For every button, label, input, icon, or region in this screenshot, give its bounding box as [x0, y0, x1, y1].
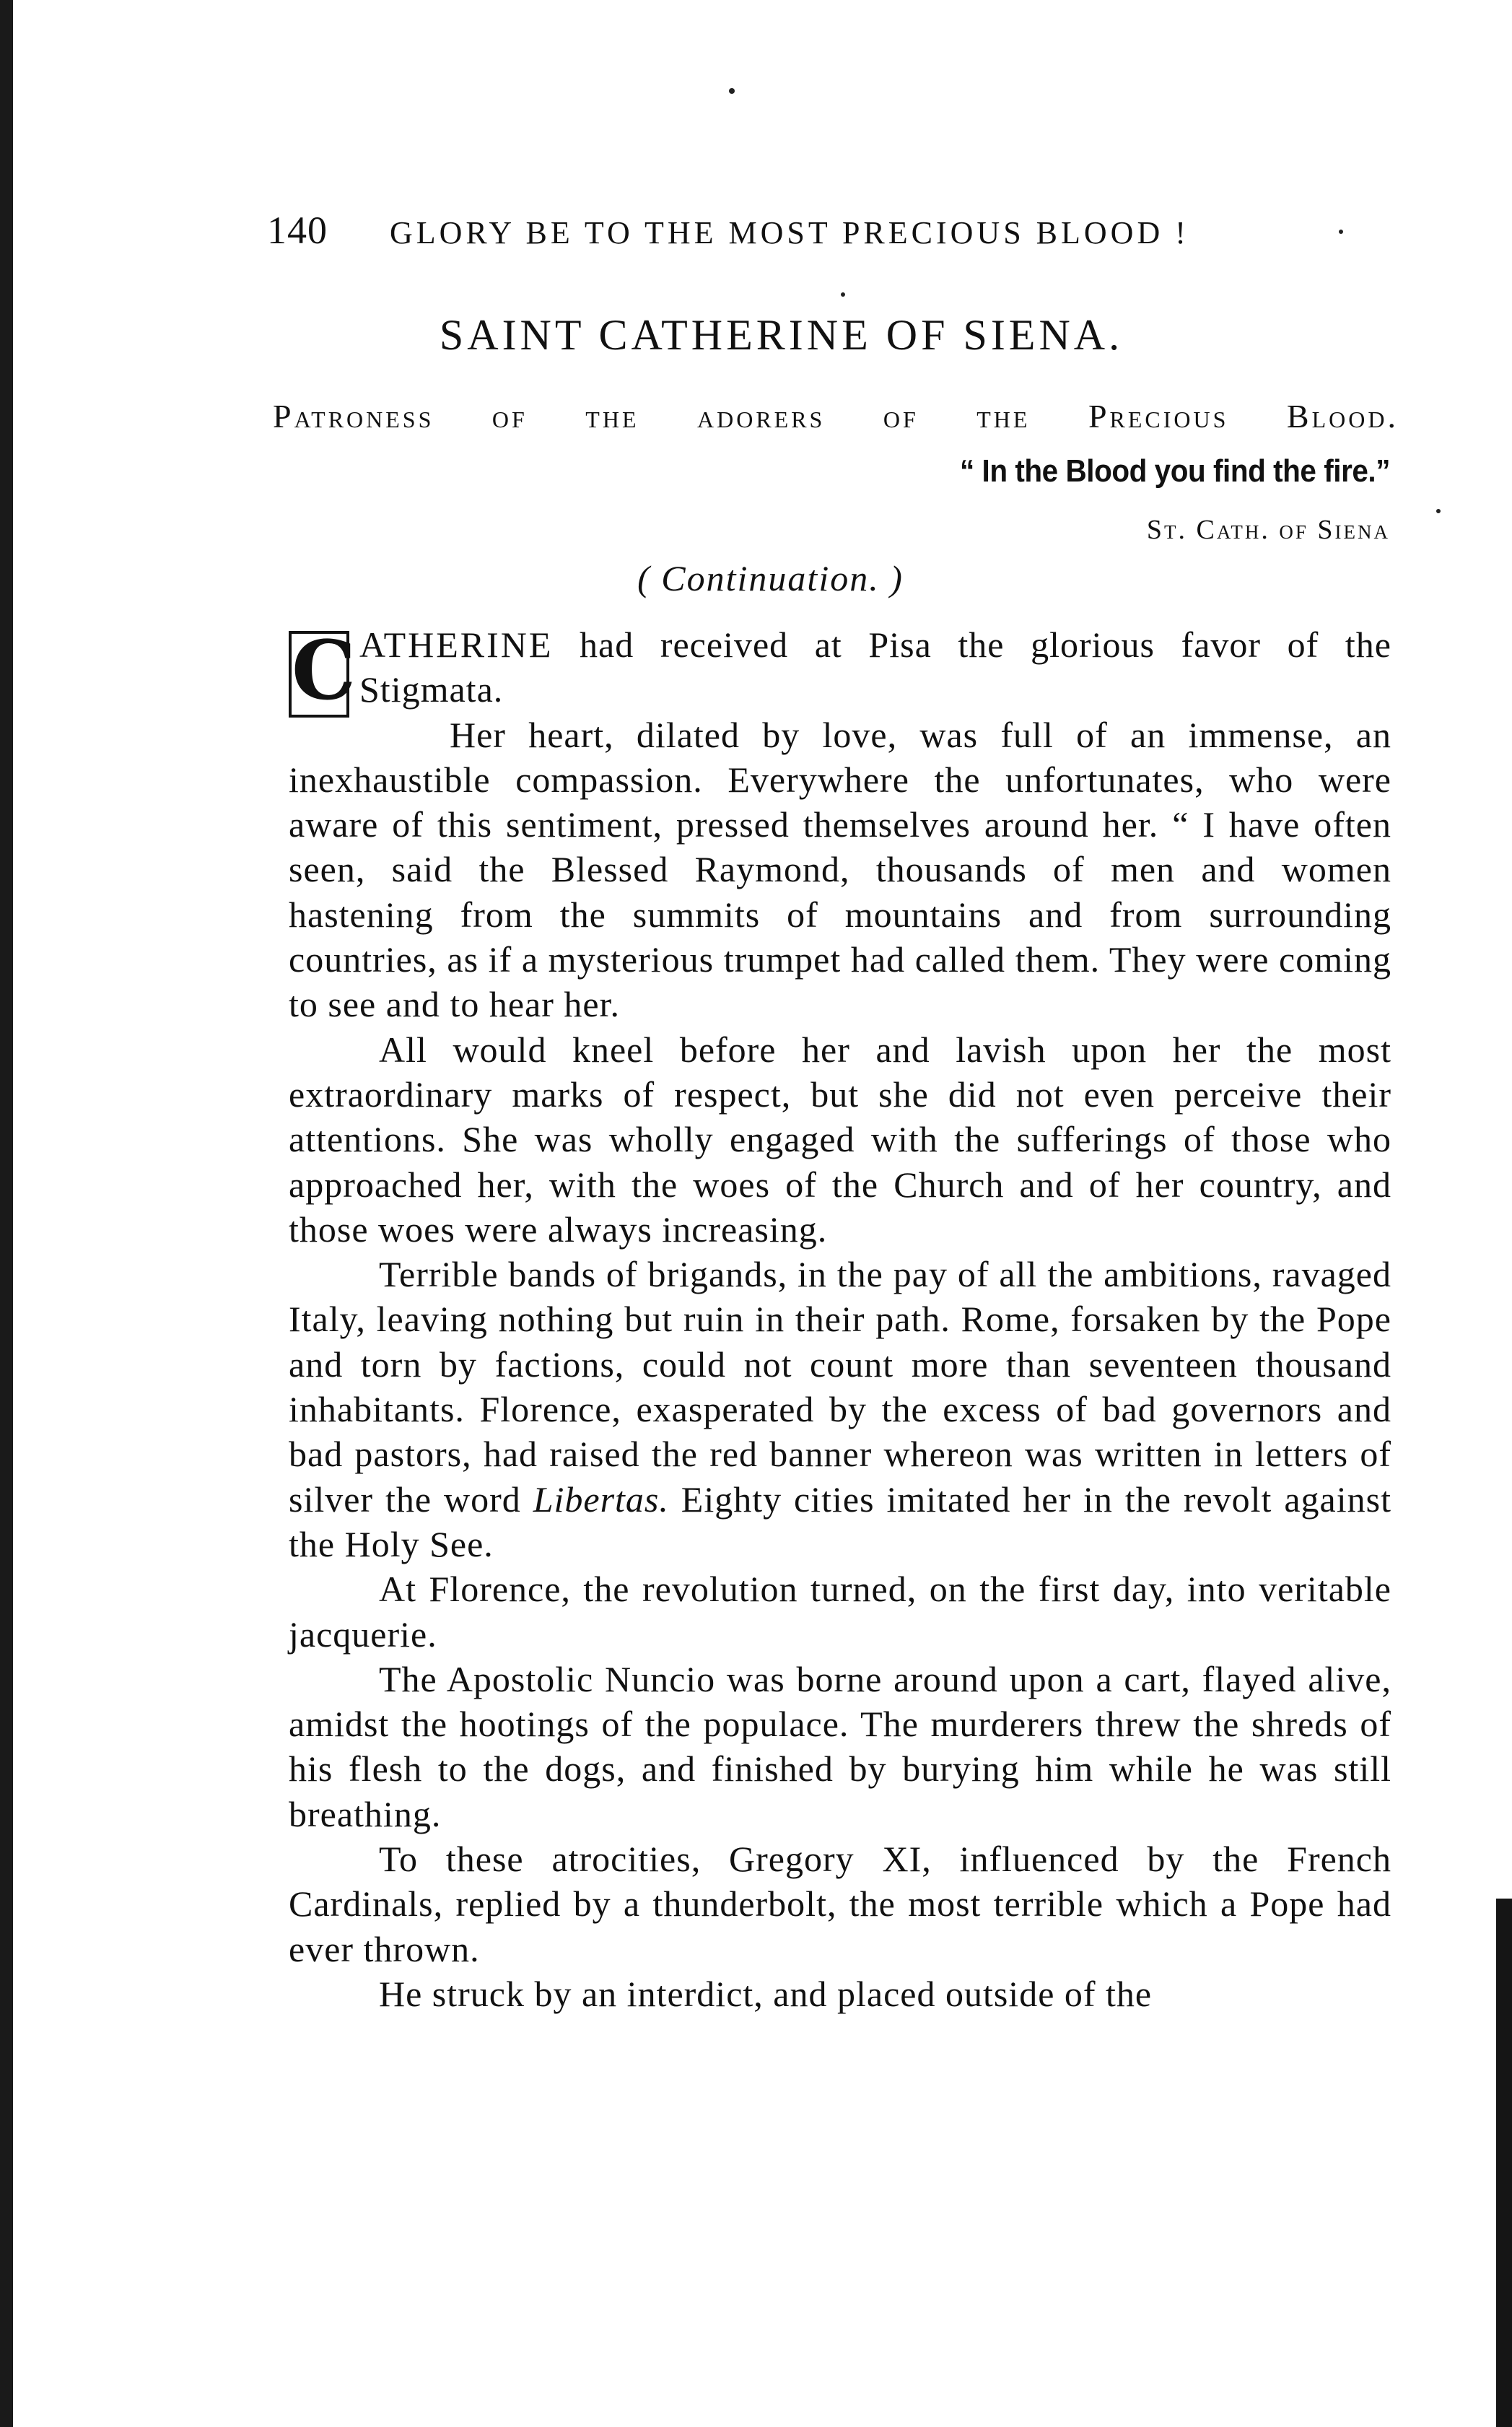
paragraph-text: Terrible bands of brigands, in the pay of all the ambitions, ravaged Italy, leaving nothing but ruin in their path. Rome, forsaken by the Pope and torn by factions, could not count more than seventeen thousand inhabitants. Florence, exasperated by the excess of bad governors and bad pastors, had raised the red banner whereon was written in letters of silver the word: [289, 1254, 1391, 1520]
page-number: 140: [267, 209, 328, 252]
paragraph-text: had received at Pisa the glorious favor of the Stigmata.: [359, 624, 1391, 710]
paragraph-text: Eighty cities imitated her in the revolt against the Holy See.: [289, 1478, 1391, 1564]
running-head: [267, 208, 1393, 258]
paragraph: [289, 622, 1391, 718]
scan-edge-left: [0, 0, 13, 2427]
paragraph: The Apostolic Nuncio was borne around upon a cart, flayed alive, amidst the hootings of the populace. The murderers threw the shreds of his flesh to the dogs, and finished by burying him while he was still breathing.: [289, 1658, 1391, 1834]
drop-cap: C: [289, 631, 349, 718]
scan-speck: [841, 292, 845, 297]
epigraph-quote: “ In the Blood you find the fire.”: [959, 453, 1390, 489]
paragraph: To these atrocities, Gregory XI, influenced by the French Cardinals, replied by a thunderbolt, the most terrible which a Pope had ever thrown.: [289, 1839, 1391, 1969]
scan-edge-right: [1496, 1899, 1512, 2427]
body-text: [289, 622, 1391, 2016]
scan-speck: [1436, 509, 1441, 513]
paragraph: All would kneel before her and lavish upon her the most extraordinary marks of respect, but she did not even perceive their attentions. She was wholly engaged with the sufferings of those who approached her, with the woes of the Church and of her country, and those woes were always increasing.: [289, 1029, 1391, 1250]
paragraph: Her heart, dilated by love, was full of an immense, an inexhaustible compassion. Everywhere the unfortunates, who were aware of this sentiment, pressed themselves around her. “ I have often seen, said the Blessed Raymond, thousands of men and women hastening from the summits of mountains and from surrounding countries, as if a mysterious trumpet had called them. They were coming to see and to hear her.: [289, 714, 1391, 1025]
running-title: GLORY BE TO THE MOST PRECIOUS BLOOD !: [390, 215, 1189, 250]
epigraph-source: St. Cath. of Siena: [1146, 515, 1390, 545]
paragraph: [289, 1252, 1391, 1567]
paragraph: At Florence, the revolution turned, on the first day, into veritable jacquerie.: [289, 1569, 1391, 1655]
scan-speck: [729, 88, 735, 94]
continuation-label: ( Continuation. ): [637, 558, 904, 598]
paragraph: He struck by an interdict, and placed outside of the: [379, 1973, 1153, 2014]
italic-word: Libertas.: [533, 1478, 669, 1520]
opening-caps: ATHERINE: [359, 624, 554, 665]
chapter-subtitle: Patroness of the adorers of the Precious Blood.: [273, 398, 1399, 435]
chapter-title: SAINT CATHERINE OF SIENA.: [439, 311, 1124, 359]
